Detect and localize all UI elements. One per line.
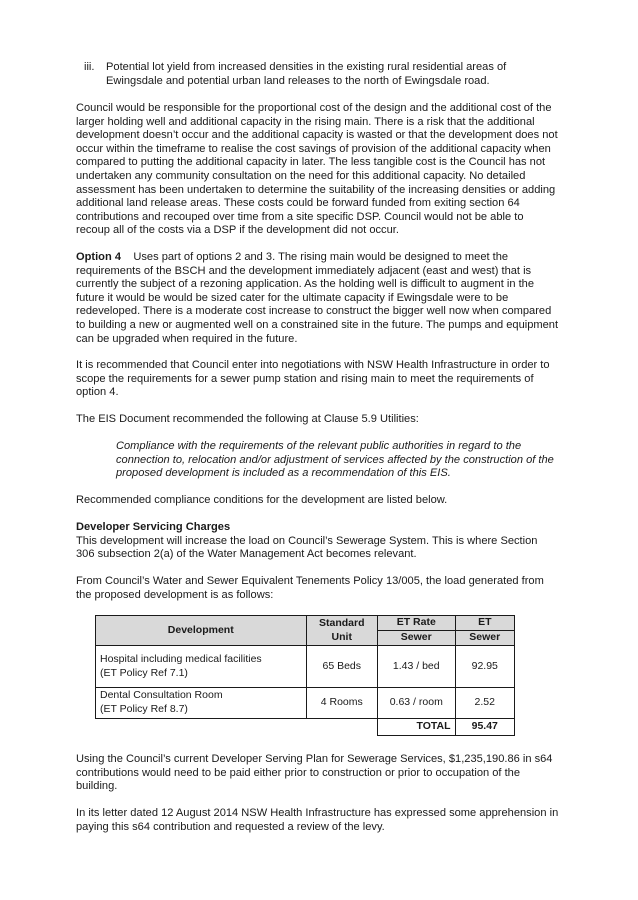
et-load-table — [95, 615, 515, 736]
cell-development — [96, 646, 307, 688]
paragraph-council-cost — [76, 102, 596, 238]
paragraph-serving-plan — [76, 753, 596, 794]
text-line: future it would be would be sized cater for the ultimate capacity if Ewingsdale were to be — [76, 291, 509, 304]
table-row — [96, 688, 515, 719]
text-line: contributions would need to be paid either prior to construction or prior to occupation of the — [76, 766, 521, 779]
text-line: redeveloped. There is a moderate cost increase to construct the bigger well now when compared — [76, 305, 552, 318]
text-line: From Council’s Water and Sewer Equivalent Tenements Policy 13/005, the load generated from — [76, 575, 544, 587]
cell-unit: 4 Rooms — [306, 688, 378, 719]
text-line: can be upgraded when required in the future. — [76, 332, 298, 345]
text-line: compared to putting the additional capacity in later. The less tangible cost is the Council has not — [76, 156, 546, 169]
text-line: development doesn’t occur and the additional capacity is wasted or that the development does not — [76, 129, 558, 142]
text-line: additional land release areas. These costs could be forward funded from exiting section 64 — [76, 197, 520, 210]
cell-rate: 0.63 / room — [378, 688, 456, 719]
text-line: connection to, relocation and/or adjustment of services affected by the construction of the — [116, 453, 554, 466]
header-standard-unit — [306, 616, 378, 646]
text-line: recoup all of the costs via a DSP if the development did not occur. — [76, 224, 399, 237]
header-et: ET — [455, 616, 514, 631]
text-line: Potential lot yield from increased densities in the existing rural residential areas of — [106, 61, 507, 73]
text-line: to building a new or augmented well on a constrained site in the future. The pumps and equipment — [76, 318, 559, 331]
paragraph-eis: The EIS Document recommended the following at Clause 5.9 Utilities: — [76, 413, 419, 425]
paragraph-conditions: Recommended compliance conditions for the development are listed below. — [76, 494, 448, 506]
text-line: building. — [76, 780, 118, 793]
text-line: 306 subsection 2(a) of the Water Management Act becomes relevant. — [76, 548, 417, 561]
option4-heading: Option 4 — [76, 251, 121, 263]
text-line: This development will increase the load on Council’s Sewerage System. This is where Section — [76, 534, 538, 547]
table-total-row — [96, 719, 515, 736]
text-line: requirements of the BSCH and the development immediately adjacent (east and west) that is — [76, 264, 532, 277]
text-line: larger holding well and additional capacity in the rising main. There is a risk that the additional — [76, 115, 535, 128]
total-value: 95.47 — [455, 719, 514, 736]
paragraph-letter — [76, 807, 596, 834]
text-line: It is recommended that Council enter into negotiations with NSW Health Infrastructure in order to — [76, 359, 550, 371]
cell-rate: 1.43 / bed — [378, 646, 456, 688]
text-line: option 4. — [76, 386, 119, 399]
text-line: contributions and recouped over time from a site specific DSP. Council would not be able to — [76, 210, 524, 223]
text-line: the proposed development is as follows: — [76, 588, 274, 601]
total-label: TOTAL — [378, 719, 456, 736]
text-line: assessment has been undertaken to determine the suitability of the increasing densities or adding — [76, 183, 556, 196]
header-development: Development — [96, 616, 307, 646]
section-heading: Developer Servicing Charges — [76, 521, 231, 533]
text-line: paying this s64 contribution and requested a review of the levy. — [76, 820, 385, 833]
text-line: Council would be responsible for the proportional cost of the design and the additional cost of the — [76, 102, 552, 114]
list-item-text — [106, 61, 596, 88]
list-numeral: iii. — [84, 61, 95, 73]
paragraph-recommendation — [76, 359, 596, 400]
cell-development — [96, 688, 307, 719]
cell-unit: 65 Beds — [306, 646, 378, 688]
table-row — [96, 646, 515, 688]
text-line: scope the requirements for a sewer pump station and rising main to meet the requirements of — [76, 372, 534, 385]
total-spacer — [96, 719, 378, 736]
text-line: undertaken any community consultation on the need for this additional capacity. No detailed — [76, 169, 526, 182]
subheader-sewer-et: Sewer — [455, 631, 514, 646]
header-line: Unit — [331, 630, 352, 643]
paragraph-option-4 — [76, 251, 596, 346]
header-et-rate: ET Rate — [378, 616, 456, 631]
text-line: currently the subject of a rezoning application. As the holding well is difficult to augment in the — [76, 278, 534, 291]
subheader-sewer-rate: Sewer — [378, 631, 456, 646]
cell-et: 2.52 — [455, 688, 514, 719]
cell-line: (ET Policy Ref 7.1) — [100, 666, 188, 679]
paragraph-policy — [76, 575, 596, 602]
section-developer-servicing-charges — [76, 521, 596, 562]
cell-line: (ET Policy Ref 8.7) — [100, 703, 188, 715]
cell-et: 92.95 — [455, 646, 514, 688]
text-line: Using the Council’s current Developer Serving Plan for Sewerage Services, $1,235,190.86 in s64 — [76, 753, 553, 765]
cell-line: Dental Consultation Room — [100, 689, 223, 702]
text-line: proposed development is included as a recommendation of this EIS. — [116, 467, 451, 480]
table-header-row — [96, 616, 515, 631]
option4-first-line — [76, 251, 596, 265]
cell-line: Hospital including medical facilities — [100, 652, 262, 665]
eis-quote — [116, 440, 594, 481]
text-line: occur within the timeframe to realise the cost savings of provision of the additional capacity when — [76, 142, 551, 155]
text-line: Ewingsdale and potential urban land releases to the north of Ewingsdale road. — [106, 74, 490, 87]
text-line: In its letter dated 12 August 2014 NSW Health Infrastructure has expressed some apprehension in — [76, 807, 559, 819]
text-line: Compliance with the requirements of the relevant public authorities in regard to the — [116, 440, 522, 452]
text-line: Uses part of options 2 and 3. The rising main would be designed to meet the — [133, 251, 509, 263]
header-line: Standard — [318, 616, 365, 629]
